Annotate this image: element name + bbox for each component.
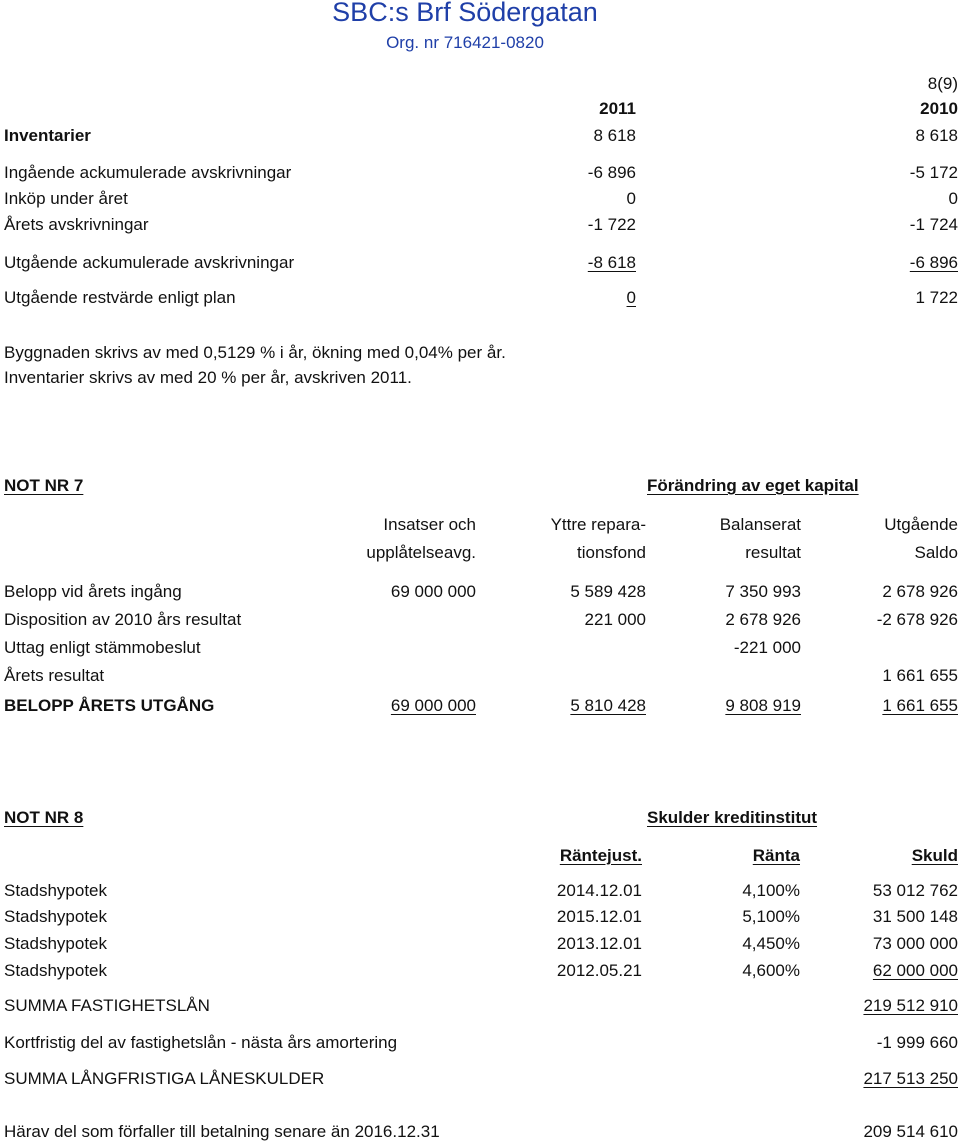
note8-subtitle: Skulder kreditinstitut <box>647 808 818 827</box>
row-label: Disposition av 2010 års resultat <box>4 610 242 629</box>
cell: 7 350 993 <box>725 582 801 601</box>
cell: 4,600% <box>742 961 800 980</box>
cell: 2012.05.21 <box>556 961 642 980</box>
col-header: Räntejust. <box>559 846 642 865</box>
cell: 69 000 000 <box>390 696 476 715</box>
cell: 62 000 000 <box>872 961 958 980</box>
value-2011: -6 896 <box>587 163 636 182</box>
cell: 5,100% <box>742 907 800 926</box>
col-header: Insatser och <box>383 515 476 534</box>
cell: 2014.12.01 <box>556 881 642 900</box>
org-number: Org. nr 716421-0820 <box>386 33 544 52</box>
row-label: Inköp under året <box>4 189 128 208</box>
cell: 1 661 655 <box>882 696 958 715</box>
col-header: tionsfond <box>577 543 646 562</box>
page-title: SBC:s Brf Södergatan <box>332 0 598 27</box>
harav-value: 209 514 610 <box>863 1122 958 1141</box>
kortfristig-value: -1 999 660 <box>876 1033 958 1052</box>
col-header-2010: 2010 <box>920 99 958 118</box>
col-header: Ränta <box>752 846 800 865</box>
row-label: Årets avskrivningar <box>4 215 149 234</box>
col-header: resultat <box>745 543 801 562</box>
note-line: Inventarier skrivs av med 20 % per år, avskriven 2011. <box>4 368 412 387</box>
row-label-total: BELOPP ÅRETS UTGÅNG <box>4 696 215 715</box>
cell: 9 808 919 <box>725 696 801 715</box>
value-2011: -1 722 <box>587 215 636 234</box>
cell: 221 000 <box>584 610 646 629</box>
cell: 69 000 000 <box>390 582 476 601</box>
row-label: Inventarier <box>4 126 91 145</box>
col-header: Saldo <box>914 543 958 562</box>
col-header-2011: 2011 <box>599 99 636 118</box>
cell: -221 000 <box>733 638 801 657</box>
kortfristig-label: Kortfristig del av fastighetslån - nästa års amortering <box>4 1033 398 1052</box>
cell: 31 500 148 <box>872 907 958 926</box>
value-2010: -5 172 <box>909 163 958 182</box>
page-number: 8(9) <box>927 74 958 93</box>
langfristiga-value: 217 513 250 <box>863 1069 958 1088</box>
value-2010: 0 <box>948 189 958 208</box>
row-label: Stadshypotek <box>4 881 108 900</box>
row-label: Utgående restvärde enligt plan <box>4 288 236 307</box>
row-label: Utgående ackumulerade avskrivningar <box>4 253 295 272</box>
cell: 4,100% <box>742 881 800 900</box>
cell: 2 678 926 <box>882 582 958 601</box>
col-header: Yttre repara- <box>550 515 646 534</box>
cell: 2013.12.01 <box>556 934 642 953</box>
cell: 5 810 428 <box>570 696 646 715</box>
cell: 73 000 000 <box>872 934 958 953</box>
value-2010: 1 722 <box>915 288 958 307</box>
row-label: Stadshypotek <box>4 961 108 980</box>
cell: 2015.12.01 <box>556 907 642 926</box>
value-2011: -8 618 <box>587 253 636 272</box>
row-label: Stadshypotek <box>4 907 108 926</box>
cell: 4,450% <box>742 934 800 953</box>
value-2011: 8 618 <box>593 126 636 145</box>
cell: 5 589 428 <box>570 582 646 601</box>
value-2010: -1 724 <box>909 215 958 234</box>
summa-value: 219 512 910 <box>863 996 958 1015</box>
value-2011: 0 <box>626 189 636 208</box>
row-label: Stadshypotek <box>4 934 108 953</box>
langfristiga-label: SUMMA LÅNGFRISTIGA LÅNESKULDER <box>4 1069 325 1088</box>
cell: -2 678 926 <box>876 610 958 629</box>
value-2010: -6 896 <box>909 253 958 272</box>
summa-label: SUMMA FASTIGHETSLÅN <box>4 996 210 1015</box>
col-header: Utgående <box>884 515 958 534</box>
col-header: Skuld <box>911 846 958 865</box>
value-2011: 0 <box>626 288 636 307</box>
row-label: Årets resultat <box>4 666 105 685</box>
note-line: Byggnaden skrivs av med 0,5129 % i år, ökning med 0,04% per år. <box>4 343 506 362</box>
row-label: Belopp vid årets ingång <box>4 582 182 601</box>
value-2010: 8 618 <box>915 126 958 145</box>
cell: 1 661 655 <box>882 666 958 685</box>
harav-label: Härav del som förfaller till betalning senare än 2016.12.31 <box>4 1122 440 1141</box>
col-header: upplåtelseavg. <box>366 543 476 562</box>
note7-title: NOT NR 7 <box>4 476 84 495</box>
row-label: Ingående ackumulerade avskrivningar <box>4 163 292 182</box>
cell: 53 012 762 <box>872 881 958 900</box>
col-header: Balanserat <box>719 515 801 534</box>
note8-title: NOT NR 8 <box>4 808 84 827</box>
cell: 2 678 926 <box>725 610 801 629</box>
note7-subtitle: Förändring av eget kapital <box>647 476 859 495</box>
row-label: Uttag enligt stämmobeslut <box>4 638 201 657</box>
